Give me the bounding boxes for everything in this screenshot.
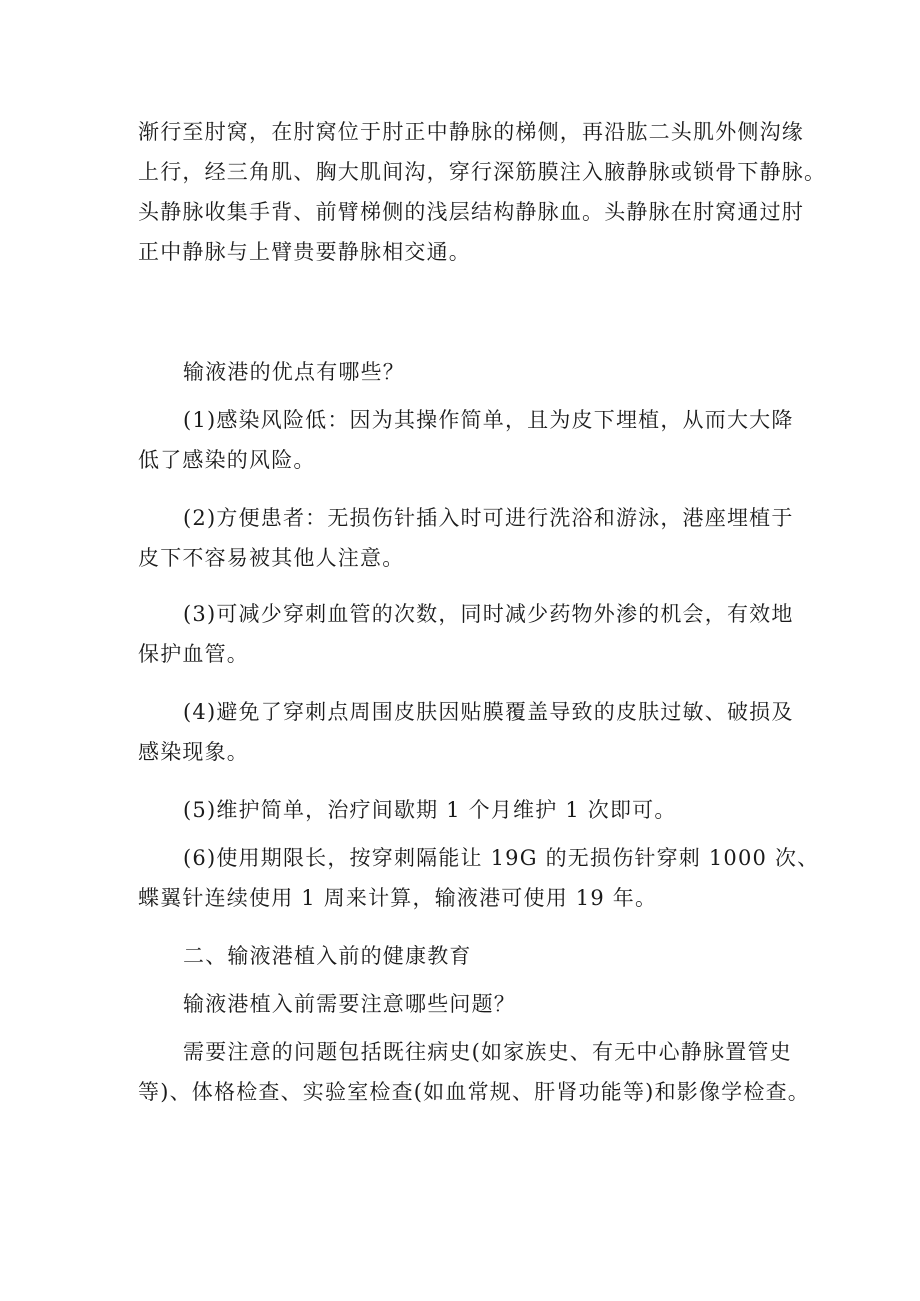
text-line: 头静脉收集手背、前臂梯侧的浅层结构静脉血。头静脉在肘窝通过肘 — [138, 200, 804, 224]
text-line: 低了感染的风险。 — [138, 448, 316, 472]
text-line: (1)感染风险低：因为其操作简单，且为皮下埋植，从而大大降 — [183, 408, 794, 432]
question-pre-implant — [138, 984, 793, 1024]
answer-pre-implant — [138, 1032, 810, 1112]
text-line: 感染现象。 — [138, 740, 249, 764]
text-line: (3)可减少穿刺血管的次数，同时减少药物外渗的机会，有效地 — [183, 602, 794, 626]
section-heading-pre-implant-education — [138, 936, 793, 976]
text-line: 保护血管。 — [138, 642, 249, 666]
advantage-item-2 — [138, 498, 793, 578]
advantage-item-6 — [138, 838, 820, 918]
text-line: 渐行至肘窝，在肘窝位于肘正中静脉的梯侧，再沿肱二头肌外侧沟缘 — [138, 120, 804, 144]
text-line: 蝶翼针连续使用 1 周来计算，输液港可使用 19 年。 — [138, 886, 658, 910]
text-line: 正中静脉与上臂贵要静脉相交通。 — [138, 240, 471, 264]
advantage-item-5 — [138, 790, 793, 830]
text-line: 上行，经三角肌、胸大肌间沟，穿行深筋膜注入腋静脉或锁骨下静脉。 — [138, 160, 827, 184]
text-line: 输液港的优点有哪些？ — [183, 360, 405, 384]
text-line: (4)避免了穿刺点周围皮肤因贴膜覆盖导致的皮肤过敏、破损及 — [183, 700, 794, 724]
advantage-item-1 — [138, 400, 793, 480]
text-line: (2)方便患者：无损伤针插入时可进行洗浴和游泳，港座埋植于 — [183, 506, 794, 530]
text-line: 需要注意的问题包括既往病史(如家族史、有无中心静脉置管史 — [183, 1040, 792, 1064]
text-line: 皮下不容易被其他人注意。 — [138, 546, 405, 570]
text-line: (6)使用期限长，按穿刺隔能让 19G 的无损伤针穿刺 1000 次、 — [183, 846, 820, 870]
paragraph-cephalic-vein — [138, 112, 827, 272]
text-line: (5)维护简单，治疗间歇期 1 个月维护 1 次即可。 — [183, 798, 677, 822]
advantage-item-4 — [138, 692, 793, 772]
advantage-item-3 — [138, 594, 793, 674]
text-line: 二、输液港植入前的健康教育 — [183, 944, 472, 968]
text-line: 等)、体格检查、实验室检查(如血常规、肝肾功能等)和影像学检查。 — [138, 1080, 810, 1104]
text-line: 输液港植入前需要注意哪些问题？ — [183, 992, 516, 1016]
question-advantages — [138, 352, 793, 392]
